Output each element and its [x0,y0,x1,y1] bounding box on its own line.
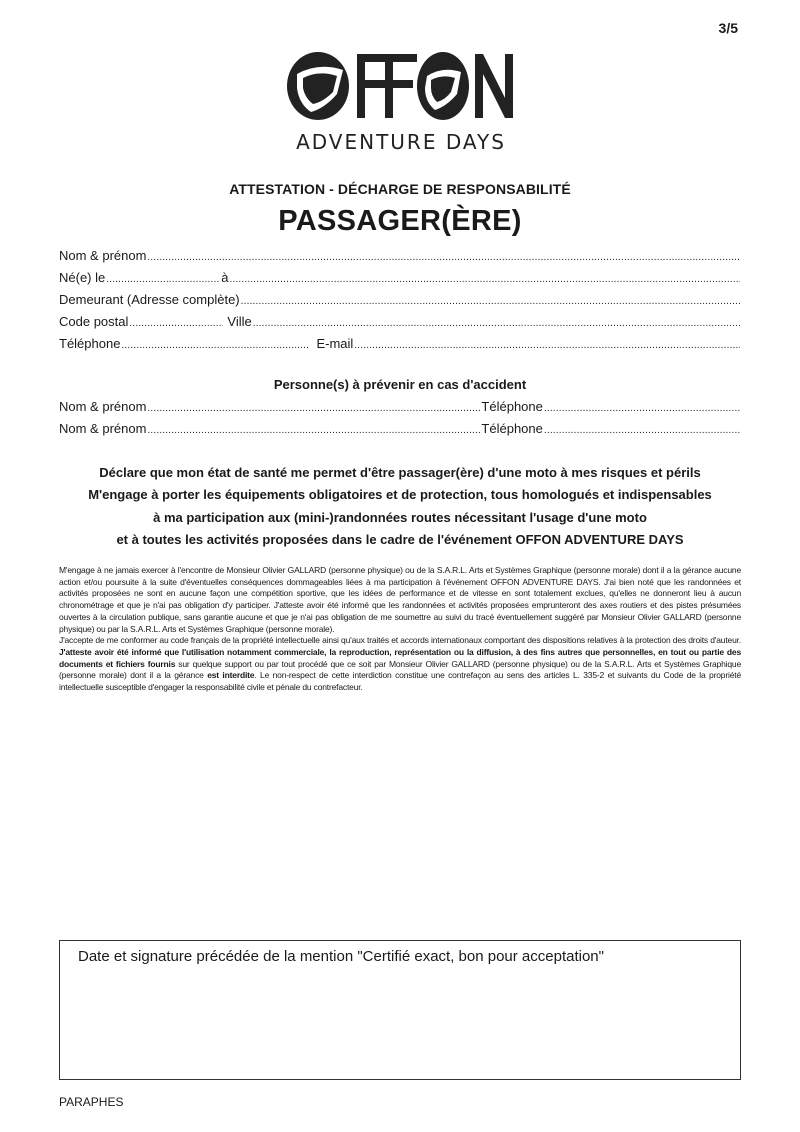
emergency-name-input-line[interactable] [147,401,480,417]
birth-date-input-line[interactable] [106,272,220,288]
city-label: Ville [227,314,252,329]
legal-text [59,565,741,694]
phone-email-field-row[interactable] [59,336,741,354]
address-label: Demeurant (Adresse complète) [59,292,240,307]
emergency-contact-row[interactable] [59,421,741,439]
legal-bold-segment: est interdite [207,670,255,681]
offon-logo-graphic [285,48,517,160]
city-input-line[interactable] [253,316,740,332]
logo-tagline: ADVENTURE DAYS [296,130,506,154]
birth-label: Né(e) le [59,270,106,285]
phone-label: Téléphone [59,336,121,351]
email-label: E-mail [316,336,354,351]
paraphes-label: PARAPHES [59,1095,124,1109]
offon-logo [285,48,517,160]
declaration-line: M'engage à porter les équipements obligatoires et de protection, tous homologués et indispensables [88,487,712,503]
postal-code-label: Code postal [59,314,129,329]
legal-bold-segment: J'atteste avoir été informé que l'utilisation notamment commerciale, la reproduction, représentation ou la diffusion, à des fins autres que personnelles, en tout ou partie des documents et fichiers fournis [59,646,741,669]
address-field-row[interactable] [59,292,741,310]
legal-paragraph [59,635,741,694]
declaration-line: et à toutes les activités proposées dans le cadre de l'événement OFFON ADVENTURE DAYS [116,532,684,548]
document-title: PASSAGER(ÈRE) [278,205,522,237]
emergency-contact-row[interactable] [59,399,741,417]
email-input-line[interactable] [354,338,740,354]
emergency-phone-input-line[interactable] [544,423,740,439]
postal-city-field-row[interactable] [59,314,741,332]
name-field-row[interactable] [59,248,741,266]
emergency-contacts-heading: Personne(s) à prévenir en cas d'accident [273,377,527,392]
emergency-name-label: Nom & prénom [59,399,147,414]
address-input-line[interactable] [241,294,740,310]
legal-paragraph: M'engage à ne jamais exercer à l'encontre de Monsieur Olivier GALLARD (personne physique) ou de la S.A.R.L. Arts et Systèmes Graphique (personne morale) dont il a la gérance aucune action et/ou poursuite à la suite d'éventuelles conséquences dommageables liées à ma participation à l'événement OFFON ADVENTURE DAYS. J'ai bien noté que les randonnées et activités proposées ne sont en aucune façon une compétition sportive, que les idées de performance et de vitesse en sont totalement exclues, qu'elles ne donneront lieu à aucun chronométrage et que je n'ai pas obligation d'y participer. J'atteste avoir été informé que les randonnées et activités proposées emprunteront des axes routiers et des pistes présumées ouvertes à la circulation publique, sans garantie aucune et que je n'ai pas obligation de me soumettre au suivi du tracé éventuellement suggéré par Monsieur Olivier GALLARD (personne physique) ou par la S.A.R.L. Arts et Systèmes Graphique (personne morale). [59,565,741,634]
name-label: Nom & prénom [59,248,147,263]
legal-text-segment: J'accepte de me conformer au code français de la propriété intellectuelle ainsi qu'aux traités et accords internationaux comportant des dispositions relatives à la protection des droits d'auteur. [59,635,741,646]
emergency-phone-input-line[interactable] [544,401,740,417]
signature-label: Date et signature précédée de la mention "Certifié exact, bon pour acceptation" [78,948,604,965]
emergency-name-label: Nom & prénom [59,421,147,436]
declaration-line: Déclare que mon état de santé me permet d'être passager(ère) d'une moto à mes risques et périls [99,465,701,480]
legal-text-segment: . Le non-respect de cette interdiction constitue une contrefaçon au sens des articles L. 335-2 et suivants du Code de la propriété intellectuelle susceptible d'engager la responsabilité civile et pénale du contrefacteur. [59,670,741,693]
phone-input-line[interactable] [121,338,309,354]
name-input-line[interactable] [147,250,740,266]
page-number: 3/5 [718,20,738,36]
declaration-line: à ma participation aux (mini-)randonnées routes nécessitant l'usage d'une moto [153,509,647,525]
document-subtitle: ATTESTATION - DÉCHARGE DE RESPONSABILITÉ [229,181,571,197]
birth-place-input-line[interactable] [229,272,740,288]
birth-place-label: à [221,270,229,285]
legal-text-segment: sur quelque support ou par tout procédé que ce soit par Monsieur Olivier GALLARD (personne physique) ou de la S.A.R.L. Arts et Systèmes Graphique (personne morale) dont il a la gérance [59,658,741,681]
emergency-phone-label: Téléphone [481,421,543,436]
declaration-block [40,462,760,552]
emergency-phone-label: Téléphone [481,399,543,414]
birth-field-row[interactable] [59,270,741,288]
postal-code-input-line[interactable] [129,316,223,332]
emergency-name-input-line[interactable] [147,423,480,439]
